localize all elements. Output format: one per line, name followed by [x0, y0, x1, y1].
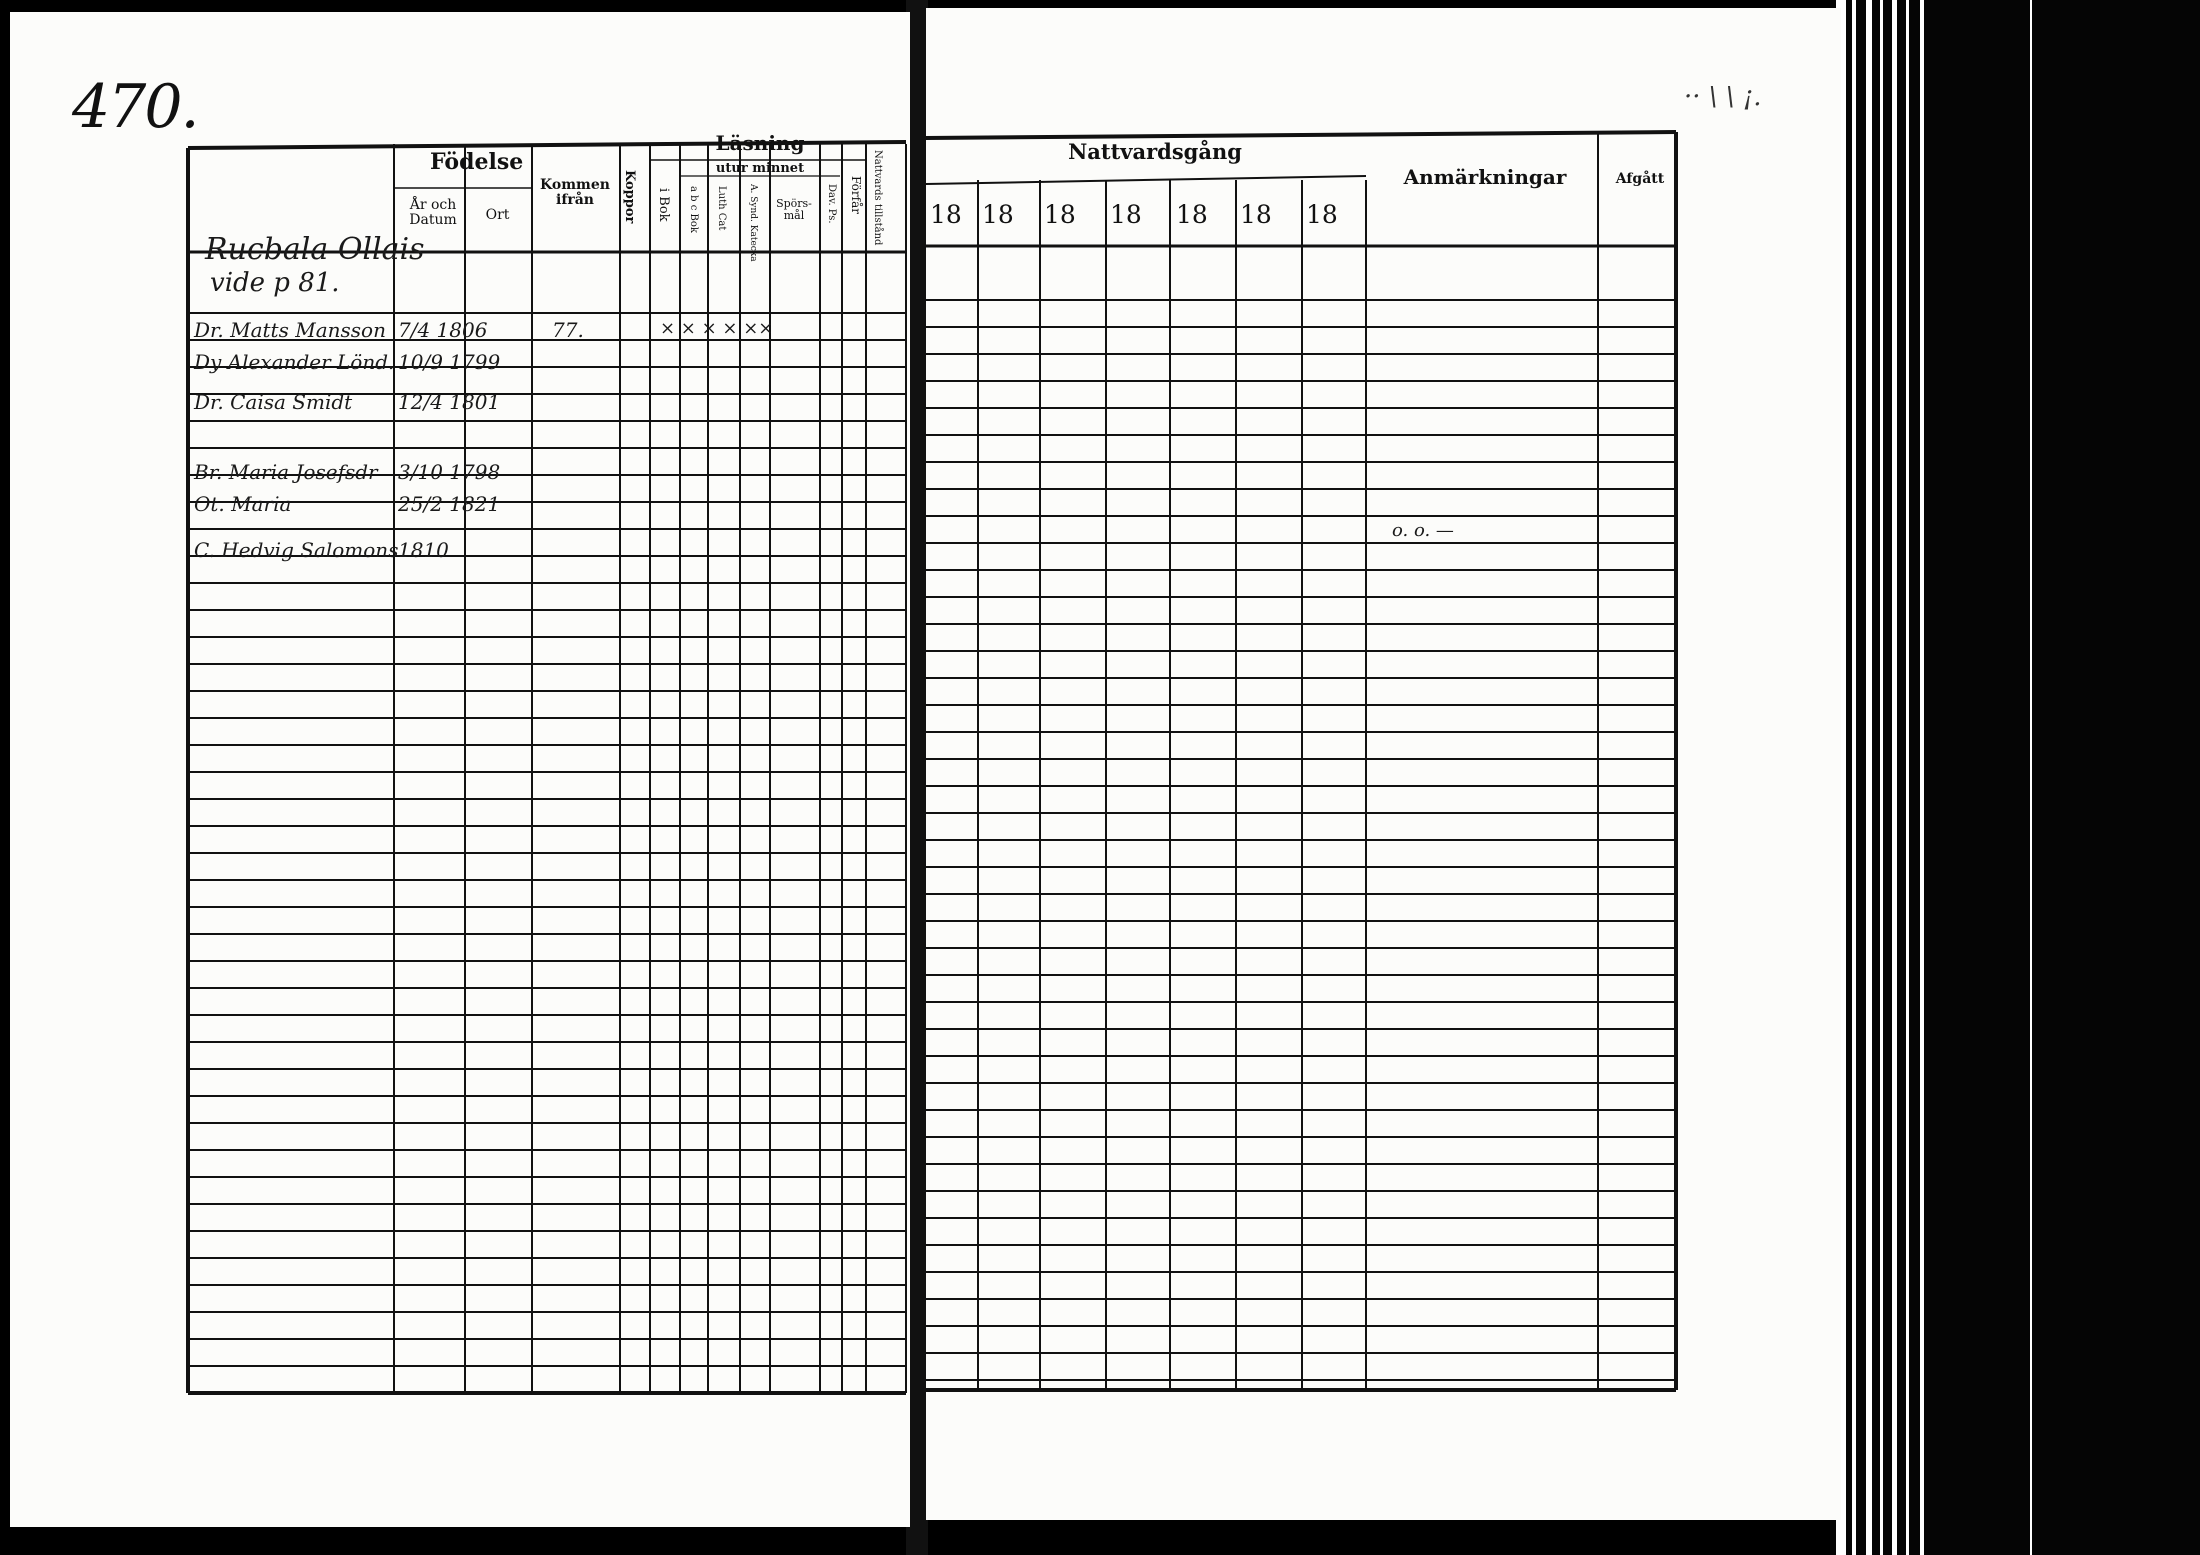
header-a-synd-katecka: A. Synd. Katecka	[748, 184, 758, 262]
remark-note: o. o. —	[1392, 520, 1454, 541]
header-lasning: Läsning	[715, 131, 805, 155]
header-kommen-ifran: Kommen ifrån	[540, 177, 610, 209]
entry-birth-date: 3/10 1798	[398, 460, 501, 484]
page-number: 470.	[72, 72, 198, 142]
header-afgatt: Afgått	[1615, 171, 1665, 187]
nattvard-year-4: 18	[1110, 200, 1142, 229]
right-folio: ·· \ \ ¡.	[1684, 82, 1762, 112]
entry-birth-date: 7/4 1806	[398, 318, 488, 342]
header-nattvards-tillstand: Nattvards tillstånd	[872, 150, 883, 246]
entry-name: Dy Alexander Lönd.	[194, 350, 395, 374]
entry-name: C. Hedvig Salomons	[194, 538, 399, 562]
entry-name: Dr. Matts Mansson	[194, 318, 386, 342]
household-heading: Rucbala Ollais	[205, 232, 425, 267]
header-i-bok: i Bok	[656, 188, 671, 222]
header-sporsmal: Spörs-mål	[776, 197, 812, 223]
nattvard-year-7: 18	[1306, 200, 1338, 229]
header-utur-minnet: utur minnet	[715, 161, 805, 176]
header-nattvardsgang: Nattvardsgång	[1068, 139, 1242, 164]
header-ar-och-datum: År och Datum	[409, 197, 457, 229]
entry-name: Ot. Maria	[194, 492, 292, 516]
nattvard-year-1: 18	[930, 200, 962, 229]
header-anmarkningar: Anmärkningar	[1403, 165, 1567, 189]
header-ort: Ort	[485, 207, 510, 223]
header-luth-cat: Luth Cat	[716, 186, 727, 231]
entry-name: Dr. Caisa Smidt	[194, 390, 353, 414]
nattvard-year-3: 18	[1044, 200, 1076, 229]
nattvard-year-6: 18	[1240, 200, 1272, 229]
header-dav-ps: Dav. Ps.	[826, 184, 837, 224]
entry-birth-date: 25/2 1821	[398, 492, 501, 516]
header-fodelse: Födelse	[430, 149, 524, 175]
header-forfar: Förfår	[849, 176, 863, 214]
household-reference: vide p 81.	[210, 268, 340, 298]
grid-top-border	[926, 132, 1676, 138]
entry-reading-marks: × × × × ××	[660, 318, 774, 339]
nattvard-year-5: 18	[1176, 200, 1208, 229]
entry-name: Br. Maria Josefsdr	[194, 460, 378, 484]
entry-birth-date: 10/9 1799	[398, 350, 501, 374]
entry-birth-date: 12/4 1801	[398, 390, 501, 414]
entry-birth-date: 1810	[398, 538, 449, 562]
nattvard-year-2: 18	[982, 200, 1014, 229]
entry-from: 77.	[552, 318, 584, 342]
header-abc-bok: a b c Bok	[688, 186, 699, 233]
header-koppor: Koppor	[622, 170, 637, 224]
grid-subheader-rule	[926, 176, 1366, 184]
